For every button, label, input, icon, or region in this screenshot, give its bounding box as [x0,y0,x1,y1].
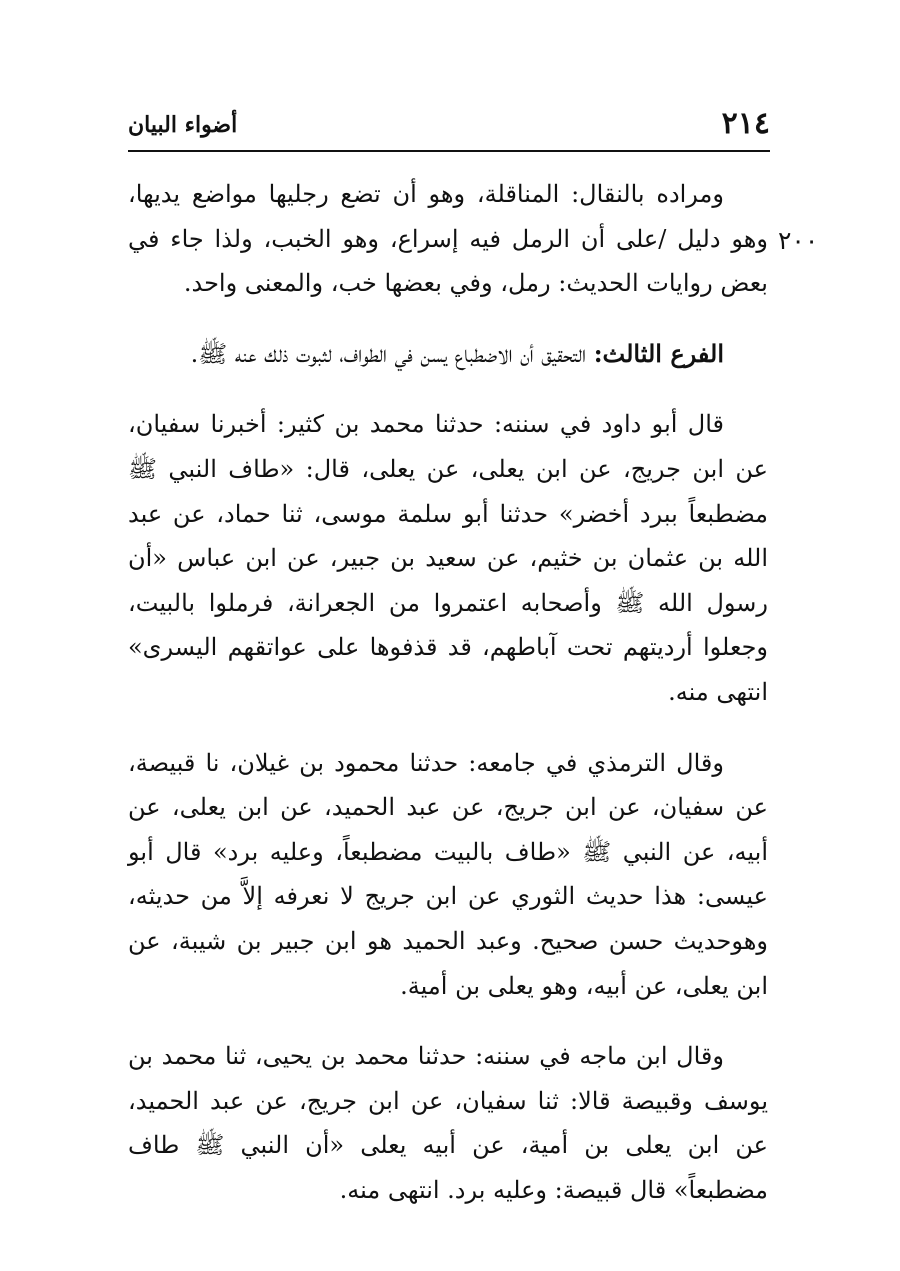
paragraph [128,332,768,377]
page-number: ٢١٤ [721,106,770,141]
page-body [128,172,768,1238]
paragraph-text: وقال ابن ماجه في سننه: حدثنا محمد بن يحيى، ثنا محمد بن يوسف وقبيصة قالا: ثنا سفيان، عن ابن جريج، عن عبد الحميد، عن ابن يعلى بن أمية، عن أبيه يعلى «أن النبي ﷺ طاف مضطبعاً» قال قبيصة: وعليه برد. انتهى منه. [128,1042,768,1204]
paragraph [128,402,768,714]
paragraph-text: قال أبو داود في سننه: حدثنا محمد بن كثير: أخبرنا سفيان، عن ابن جريج، عن ابن يعلى، عن يعلى، قال: «طاف النبي ﷺ مضطبعاً ببرد أخضر» حدثنا أبو سلمة موسى، ثنا حماد، عن عبد الله بن عثمان بن خثيم، عن سعيد بن جبير، عن ابن عباس «أن رسول الله ﷺ وأصحابه اعتمروا من الجعرانة، فرملوا بالبيت، وجعلوا أرديتهم تحت آباطهم، قد قذفوها على عواتقهم اليسرى» انتهى منه. [128,410,768,706]
paragraph [128,172,768,306]
page-header [128,100,770,152]
margin-page-reference: ٢٠٠ [778,226,819,255]
paragraph-text: وقال الترمذي في جامعه: حدثنا محمود بن غيلان، نا قبيصة، عن سفيان، عن ابن جريج، عن عبد الحميد، عن ابن يعلى، عن أبيه، عن النبي ﷺ «طاف بالبيت مضطبعاً، وعليه برد» قال أبو عيسى: هذا حديث الثوري عن ابن جريج لا نعرفه إلاَّ من حديثه، وهوحديث حسن صحيح. وعبد الحميد هو ابن جبير بن شيبة، عن ابن يعلى، عن أبيه، وهو يعلى بن أمية. [128,748,768,1000]
book-title: أضواء البيان [128,112,238,138]
paragraph [128,1034,768,1212]
section-heading: الفرع الثالث: [593,338,724,368]
paragraph-text: التحقيق أن الاضطباع يسن في الطواف، لثبوت ذلك عنه ﷺ. [190,339,594,368]
paragraph [128,741,768,1009]
paragraph-text: ومراده بالنقال: المناقلة، وهو أن تضع رجليها مواضع يديها، وهو دليل /على أن الرمل فيه إسراع، وهو الخبب، ولذا جاء في بعض روايات الحديث: رمل، وفي بعضها خب، والمعنى واحد. [128,180,768,298]
